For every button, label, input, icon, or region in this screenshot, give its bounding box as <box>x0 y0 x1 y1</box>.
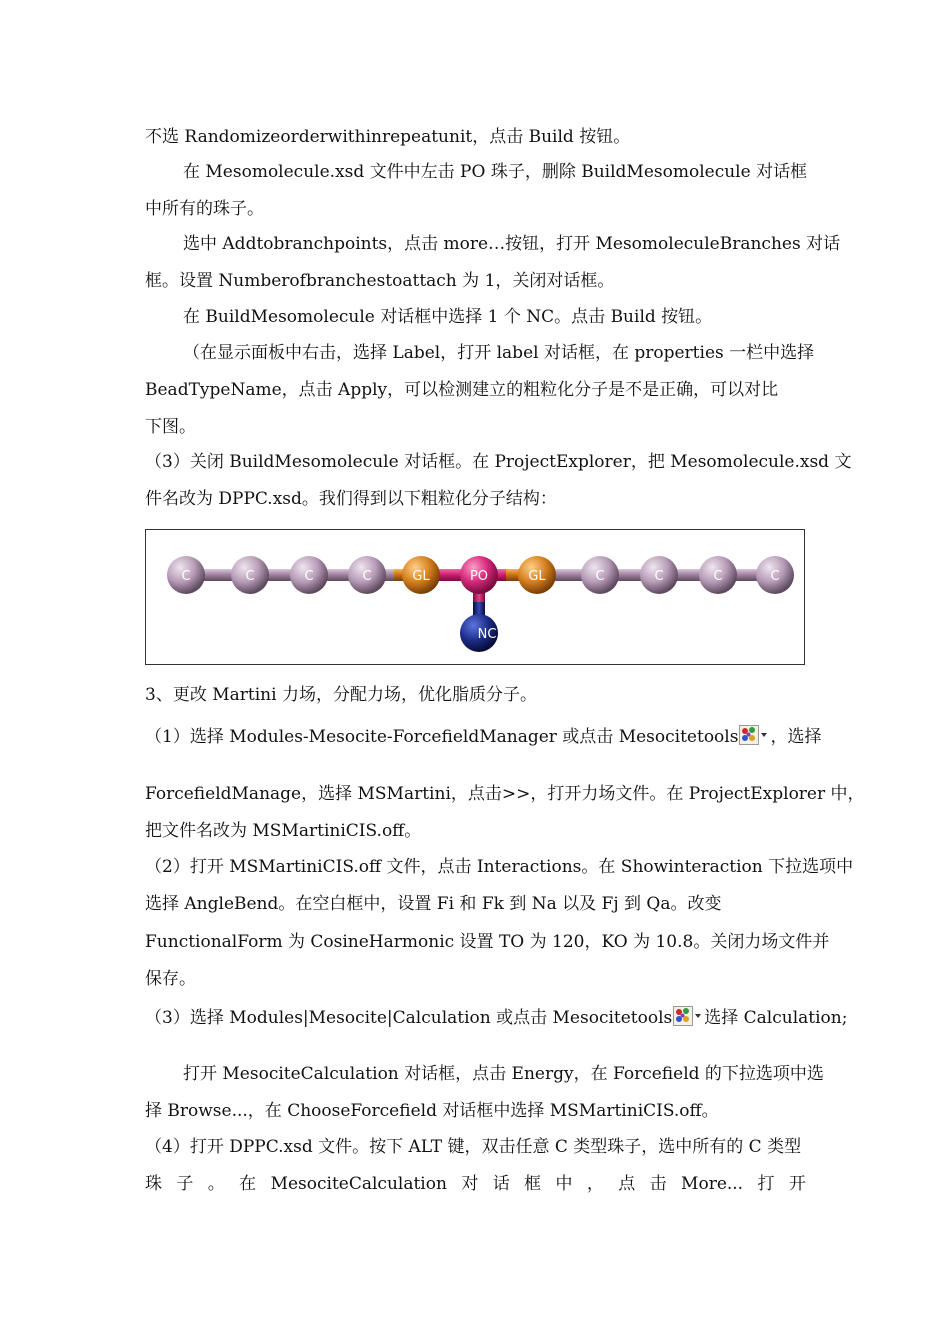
text-line: 选中 Addtobranchpoints，点击 more…按钮，打开 MesomoleculeBranches 对话 <box>183 234 841 254</box>
bead-c <box>231 556 269 594</box>
text-line <box>145 725 822 748</box>
word: 点 <box>618 1174 636 1194</box>
bead-label: C <box>245 569 255 584</box>
word: 打 <box>757 1174 775 1194</box>
bead-label: C <box>713 569 723 584</box>
bead-label: GL <box>528 569 546 584</box>
bead-c <box>640 556 678 594</box>
text-line <box>145 1006 848 1029</box>
word: 珠 <box>145 1174 162 1194</box>
text-line: 择 Browse...，在 ChooseForcefield 对话框中选择 MSMartiniCIS.off。 <box>145 1101 719 1121</box>
word: 子 <box>176 1174 194 1194</box>
bead-c <box>756 556 794 594</box>
text-line: 下图。 <box>145 417 196 437</box>
word: 框 <box>524 1174 542 1194</box>
word: More... <box>681 1174 744 1194</box>
word: 话 <box>492 1174 510 1194</box>
text-line: 选择 AngleBend。在空白框中，设置 Fi 和 Fk 到 Na 以及 Fj 到 Qa。改变 <box>145 894 722 914</box>
bead-label: C <box>770 569 780 584</box>
bead-label: PO <box>469 569 489 584</box>
molecule-figure <box>145 529 805 665</box>
word: 。 <box>207 1174 225 1194</box>
text-segment: 选择 Calculation; <box>704 1008 848 1028</box>
word: ， <box>586 1174 604 1194</box>
mesocite-tools-icon[interactable] <box>673 1006 703 1026</box>
bead-label: GL <box>412 569 430 584</box>
bead-label: C <box>654 569 664 584</box>
bead-c <box>290 556 328 594</box>
bead-gl <box>518 556 556 594</box>
word: 在 <box>239 1174 257 1194</box>
text-line: （在显示面板中右击，选择 Label，打开 label 对话框，在 properties 一栏中选择 <box>183 343 815 363</box>
text-line: 在 Mesomolecule.xsd 文件中左击 PO 珠子，删除 BuildMesomolecule 对话框 <box>183 162 808 182</box>
text-line: FunctionalForm 为 CosineHarmonic 设置 TO 为 120，KO 为 10.8。关闭力场文件并 <box>145 932 830 952</box>
bead-label: C <box>304 569 314 584</box>
text-line <box>145 1173 806 1195</box>
bead-label: C <box>362 569 372 584</box>
molecule-diagram <box>146 530 804 664</box>
text-line: 框。设置 Numberofbranchestoattach 为 1，关闭对话框。 <box>145 271 615 291</box>
bead-c <box>167 556 205 594</box>
bead-c <box>581 556 619 594</box>
text-line: BeadTypeName，点击 Apply，可以检测建立的粗粒化分子是不是正确，可以对比 <box>145 380 779 400</box>
text-line: 件名改为 DPPC.xsd。我们得到以下粗粒化分子结构： <box>145 489 557 509</box>
bead-gl <box>402 556 440 594</box>
text-line: ForcefieldManage，选择 MSMartini，点击>>，打开力场文件。在 ProjectExplorer 中， <box>145 784 865 804</box>
text-line: （3）关闭 BuildMesomolecule 对话框。在 ProjectExplorer，把 Mesomolecule.xsd 文 <box>145 452 852 472</box>
text-line: 保存。 <box>145 969 196 989</box>
text-line: 在 BuildMesomolecule 对话框中选择 1 个 NC。点击 Build 按钮。 <box>183 307 713 327</box>
mesocite-tools-icon[interactable] <box>739 725 769 745</box>
bead-c <box>699 556 737 594</box>
text-line: （4）打开 DPPC.xsd 文件。按下 ALT 键，双击任意 C 类型珠子，选中所有的 C 类型 <box>145 1137 802 1157</box>
word: 击 <box>649 1174 667 1194</box>
bead-label: C <box>595 569 605 584</box>
text-segment: ，选择 <box>770 727 822 747</box>
word: 对 <box>461 1174 479 1194</box>
bead-c <box>348 556 386 594</box>
word: 中 <box>555 1174 573 1194</box>
bead-nc <box>460 614 498 652</box>
bead-label: C <box>181 569 191 584</box>
text-line: 把文件名改为 MSMartiniCIS.off。 <box>145 821 422 841</box>
bead-po <box>460 556 498 594</box>
text-line: 打开 MesociteCalculation 对话框，点击 Energy，在 Forcefield 的下拉选项中选 <box>183 1064 824 1084</box>
text-line: 不选 Randomizeorderwithinrepeatunit，点击 Build 按钮。 <box>145 127 631 147</box>
text-segment: （1）选择 Modules-Mesocite-ForcefieldManager 或点击 Mesocitetools <box>145 727 739 747</box>
text-line: （2）打开 MSMartiniCIS.off 文件，点击 Interactions。在 Showinteraction 下拉选项中 <box>145 857 854 877</box>
word: 开 <box>788 1174 806 1194</box>
bead-label: NC <box>477 627 497 642</box>
text-segment: （3）选择 Modules|Mesocite|Calculation 或点击 Mesocitetools <box>145 1008 673 1028</box>
section-heading: 3、更改 Martini 力场，分配力场，优化脂质分子。 <box>145 685 537 705</box>
text-line: 中所有的珠子。 <box>145 199 264 219</box>
word: MesociteCalculation <box>270 1174 447 1194</box>
